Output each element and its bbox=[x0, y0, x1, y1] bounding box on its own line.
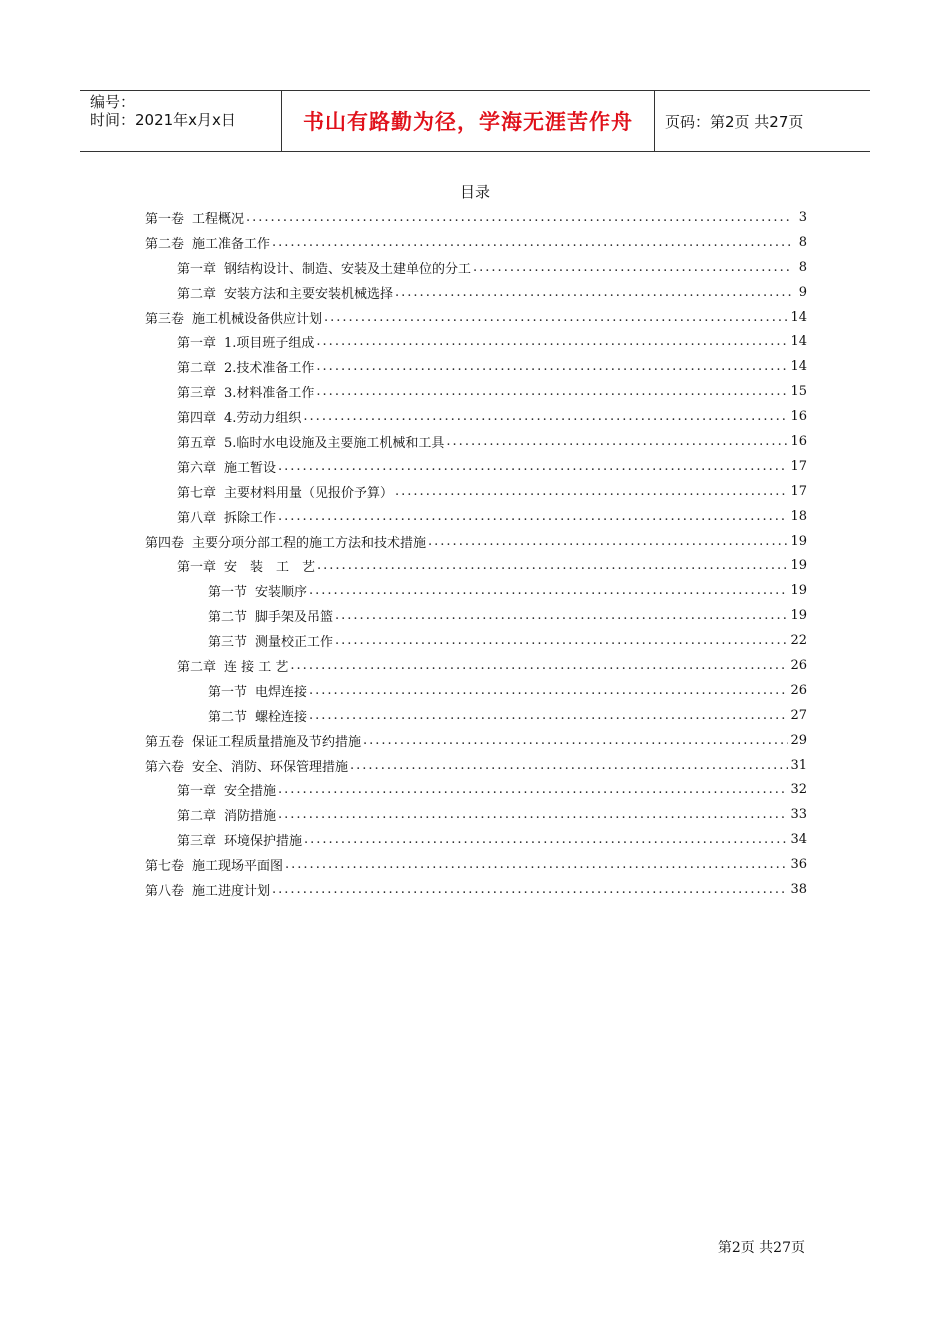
footer-page-info: 第2页 共27页 bbox=[717, 1240, 805, 1256]
toc-entry-text: 施工暂设 bbox=[224, 460, 277, 476]
toc-entry-text: 环境保护措施 bbox=[224, 834, 303, 850]
toc-entry-text: 2.技术准备工作 bbox=[224, 361, 315, 377]
toc-leader-dots bbox=[278, 807, 788, 822]
toc-entry-number: 第五章 bbox=[177, 435, 217, 451]
toc-entry-text: 4.劳动力组织 bbox=[224, 411, 302, 427]
toc-entry-page: 17 bbox=[790, 483, 807, 499]
toc-entry-page: 31 bbox=[790, 757, 807, 773]
toc-entry-number: 第七卷 bbox=[145, 859, 185, 875]
toc-leader-dots bbox=[317, 558, 788, 573]
toc-entry-number: 第一章 bbox=[177, 261, 217, 277]
toc-leader-dots bbox=[350, 758, 788, 773]
toc-leader-dots bbox=[363, 733, 788, 748]
toc-entry-text: 安装方法和主要安装机械选择 bbox=[224, 286, 394, 302]
toc-entry-page: 18 bbox=[790, 508, 807, 524]
toc-entry-page: 17 bbox=[790, 458, 807, 474]
toc-entry-page: 22 bbox=[790, 633, 807, 649]
toc-entry-page: 26 bbox=[790, 657, 807, 673]
toc-entry[interactable] bbox=[145, 205, 807, 230]
toc-leader-dots bbox=[316, 334, 788, 349]
toc-entry-text: 施工进度计划 bbox=[192, 883, 271, 899]
toc-entry-text: 主要材料用量（见报价予算） bbox=[224, 485, 394, 501]
toc-entry[interactable] bbox=[145, 777, 807, 802]
toc-entry-text: 安装顺序 bbox=[255, 585, 308, 601]
toc-leader-dots bbox=[309, 583, 788, 598]
toc-entry-page: 36 bbox=[790, 857, 807, 873]
toc-leader-dots bbox=[309, 683, 788, 698]
toc-entry[interactable] bbox=[145, 504, 807, 529]
toc-entry-number: 第一章 bbox=[177, 560, 217, 576]
toc-entry-text: 工程概况 bbox=[192, 211, 245, 227]
toc-entry[interactable] bbox=[145, 553, 807, 578]
toc-entry-text: 测量校正工作 bbox=[255, 635, 334, 651]
toc-leader-dots bbox=[316, 359, 788, 374]
toc-entry-page: 19 bbox=[790, 608, 807, 624]
toc-entry[interactable] bbox=[145, 678, 807, 703]
toc-entry-text: 主要分项分部工程的施工方法和技术措施 bbox=[192, 535, 427, 551]
toc-entry-number: 第四卷 bbox=[145, 535, 185, 551]
toc-leader-dots bbox=[395, 285, 791, 300]
toc-entry-text: 施工现场平面图 bbox=[192, 859, 284, 875]
toc-entry[interactable] bbox=[145, 354, 807, 379]
toc-entry-text: 消防措施 bbox=[224, 809, 277, 825]
toc-entry-number: 第一节 bbox=[208, 585, 248, 601]
toc-entry-text: 1.项目班子组成 bbox=[224, 336, 315, 352]
toc-leader-dots bbox=[290, 658, 788, 673]
toc-entry[interactable] bbox=[145, 429, 807, 454]
toc-entry-text: 安 装 工 艺 bbox=[224, 560, 316, 576]
toc-entry-text: 保证工程质量措施及节约措施 bbox=[192, 734, 362, 750]
toc-entry-number: 第二章 bbox=[177, 361, 217, 377]
toc-entry-page: 9 bbox=[798, 284, 807, 300]
toc-entry-number: 第一卷 bbox=[145, 211, 185, 227]
toc-entry-text: 安全措施 bbox=[224, 784, 277, 800]
toc-entry[interactable] bbox=[145, 852, 807, 877]
document-number-label: 编号： bbox=[90, 93, 136, 111]
toc-leader-dots bbox=[324, 310, 788, 325]
toc-entry-text: 螺栓连接 bbox=[255, 709, 308, 725]
toc-entry-number: 第二章 bbox=[177, 286, 217, 302]
toc-entry-text: 施工机械设备供应计划 bbox=[192, 311, 323, 327]
toc-entry[interactable] bbox=[145, 404, 807, 429]
toc-leader-dots bbox=[304, 832, 788, 847]
toc-entry-number: 第一章 bbox=[177, 784, 217, 800]
toc-entry-text: 电焊连接 bbox=[255, 684, 308, 700]
toc-leader-dots bbox=[428, 534, 788, 549]
toc-entry-page: 8 bbox=[798, 259, 807, 275]
toc-entry-number: 第三章 bbox=[177, 386, 217, 402]
toc-leader-dots bbox=[395, 484, 788, 499]
toc-entry-page: 14 bbox=[790, 359, 807, 375]
toc-entry[interactable] bbox=[145, 753, 807, 778]
toc-entry-text: 脚手架及吊篮 bbox=[255, 610, 334, 626]
toc-title: 目录 bbox=[459, 183, 490, 201]
toc-entry-page: 29 bbox=[790, 732, 807, 748]
toc-entry-page: 16 bbox=[790, 409, 807, 425]
toc-entry[interactable] bbox=[145, 255, 807, 280]
toc-leader-dots bbox=[335, 633, 788, 648]
toc-entry-page: 3 bbox=[798, 209, 807, 225]
header-meta bbox=[80, 91, 282, 151]
toc-leader-dots bbox=[278, 509, 788, 524]
toc-entry-page: 34 bbox=[790, 832, 807, 848]
toc-entry-text: 3.材料准备工作 bbox=[224, 386, 315, 402]
toc-entry-text: 施工准备工作 bbox=[192, 236, 271, 252]
toc-entry[interactable] bbox=[145, 379, 807, 404]
toc-entry-page: 15 bbox=[790, 384, 807, 400]
toc-entry[interactable] bbox=[145, 280, 807, 305]
table-of-contents bbox=[145, 205, 807, 902]
toc-entry[interactable] bbox=[145, 578, 807, 603]
toc-entry[interactable] bbox=[145, 529, 807, 554]
toc-entry[interactable] bbox=[145, 728, 807, 753]
toc-entry-page: 19 bbox=[790, 533, 807, 549]
toc-entry-number: 第八卷 bbox=[145, 883, 185, 899]
toc-entry[interactable] bbox=[145, 603, 807, 628]
toc-entry[interactable] bbox=[145, 329, 807, 354]
toc-entry[interactable] bbox=[145, 802, 807, 827]
toc-entry-number: 第三卷 bbox=[145, 311, 185, 327]
toc-entry[interactable] bbox=[145, 877, 807, 902]
toc-leader-dots bbox=[285, 857, 788, 872]
toc-entry[interactable] bbox=[145, 827, 807, 852]
toc-entry[interactable] bbox=[145, 479, 807, 504]
toc-entry-page: 26 bbox=[790, 682, 807, 698]
toc-entry-page: 19 bbox=[790, 558, 807, 574]
toc-entry-number: 第五卷 bbox=[145, 734, 185, 750]
toc-entry-page: 14 bbox=[790, 309, 807, 325]
toc-entry[interactable] bbox=[145, 454, 807, 479]
toc-entry-page: 27 bbox=[790, 707, 807, 723]
toc-leader-dots bbox=[446, 434, 788, 449]
toc-entry-number: 第六卷 bbox=[145, 759, 185, 775]
toc-entry-number: 第七章 bbox=[177, 485, 217, 501]
toc-leader-dots bbox=[272, 235, 791, 250]
toc-entry-text: 钢结构设计、制造、安装及土建单位的分工 bbox=[224, 261, 472, 277]
toc-entry[interactable] bbox=[145, 653, 807, 678]
toc-entry-page: 33 bbox=[790, 807, 807, 823]
toc-leader-dots bbox=[316, 384, 788, 399]
toc-leader-dots bbox=[278, 782, 788, 797]
toc-entry-number: 第六章 bbox=[177, 460, 217, 476]
toc-leader-dots bbox=[278, 459, 788, 474]
toc-entry-text: 拆除工作 bbox=[224, 510, 277, 526]
toc-entry-number: 第二章 bbox=[177, 809, 217, 825]
toc-entry-number: 第四章 bbox=[177, 411, 217, 427]
toc-leader-dots bbox=[473, 260, 791, 275]
toc-entry[interactable] bbox=[145, 628, 807, 653]
header-motto: 书山有路勤为径，学海无涯苦作舟 bbox=[282, 91, 655, 151]
toc-entry-text: 连 接 工 艺 bbox=[224, 659, 289, 675]
toc-entry-page: 8 bbox=[798, 234, 807, 250]
toc-entry-page: 19 bbox=[790, 583, 807, 599]
toc-entry-number: 第二节 bbox=[208, 610, 248, 626]
toc-leader-dots bbox=[335, 608, 788, 623]
toc-entry-text: 安全、消防、环保管理措施 bbox=[192, 759, 349, 775]
header-page-info: 页码：第2页 共27页 bbox=[665, 112, 804, 131]
toc-entry-number: 第三节 bbox=[208, 635, 248, 651]
toc-entry-number: 第一节 bbox=[208, 684, 248, 700]
page-header bbox=[80, 90, 870, 152]
toc-entry-number: 第二章 bbox=[177, 659, 217, 675]
toc-entry-number: 第二节 bbox=[208, 709, 248, 725]
toc-entry-number: 第八章 bbox=[177, 510, 217, 526]
toc-entry-number: 第一章 bbox=[177, 336, 217, 352]
toc-entry-text: 5.临时水电设施及主要施工机械和工具 bbox=[224, 435, 445, 451]
toc-entry-page: 16 bbox=[790, 433, 807, 449]
toc-entry-number: 第三章 bbox=[177, 834, 217, 850]
toc-entry-number: 第二卷 bbox=[145, 236, 185, 252]
toc-entry-page: 32 bbox=[790, 782, 807, 798]
toc-entry[interactable] bbox=[145, 230, 807, 255]
toc-entry[interactable] bbox=[145, 305, 807, 330]
toc-leader-dots bbox=[303, 409, 788, 424]
toc-entry[interactable] bbox=[145, 703, 807, 728]
toc-leader-dots bbox=[309, 708, 788, 723]
toc-leader-dots bbox=[272, 882, 788, 897]
toc-entry-page: 38 bbox=[790, 881, 807, 897]
toc-leader-dots bbox=[246, 210, 791, 225]
toc-entry-page: 14 bbox=[790, 334, 807, 350]
document-time: 时间：2021年x月x日 bbox=[90, 111, 236, 129]
